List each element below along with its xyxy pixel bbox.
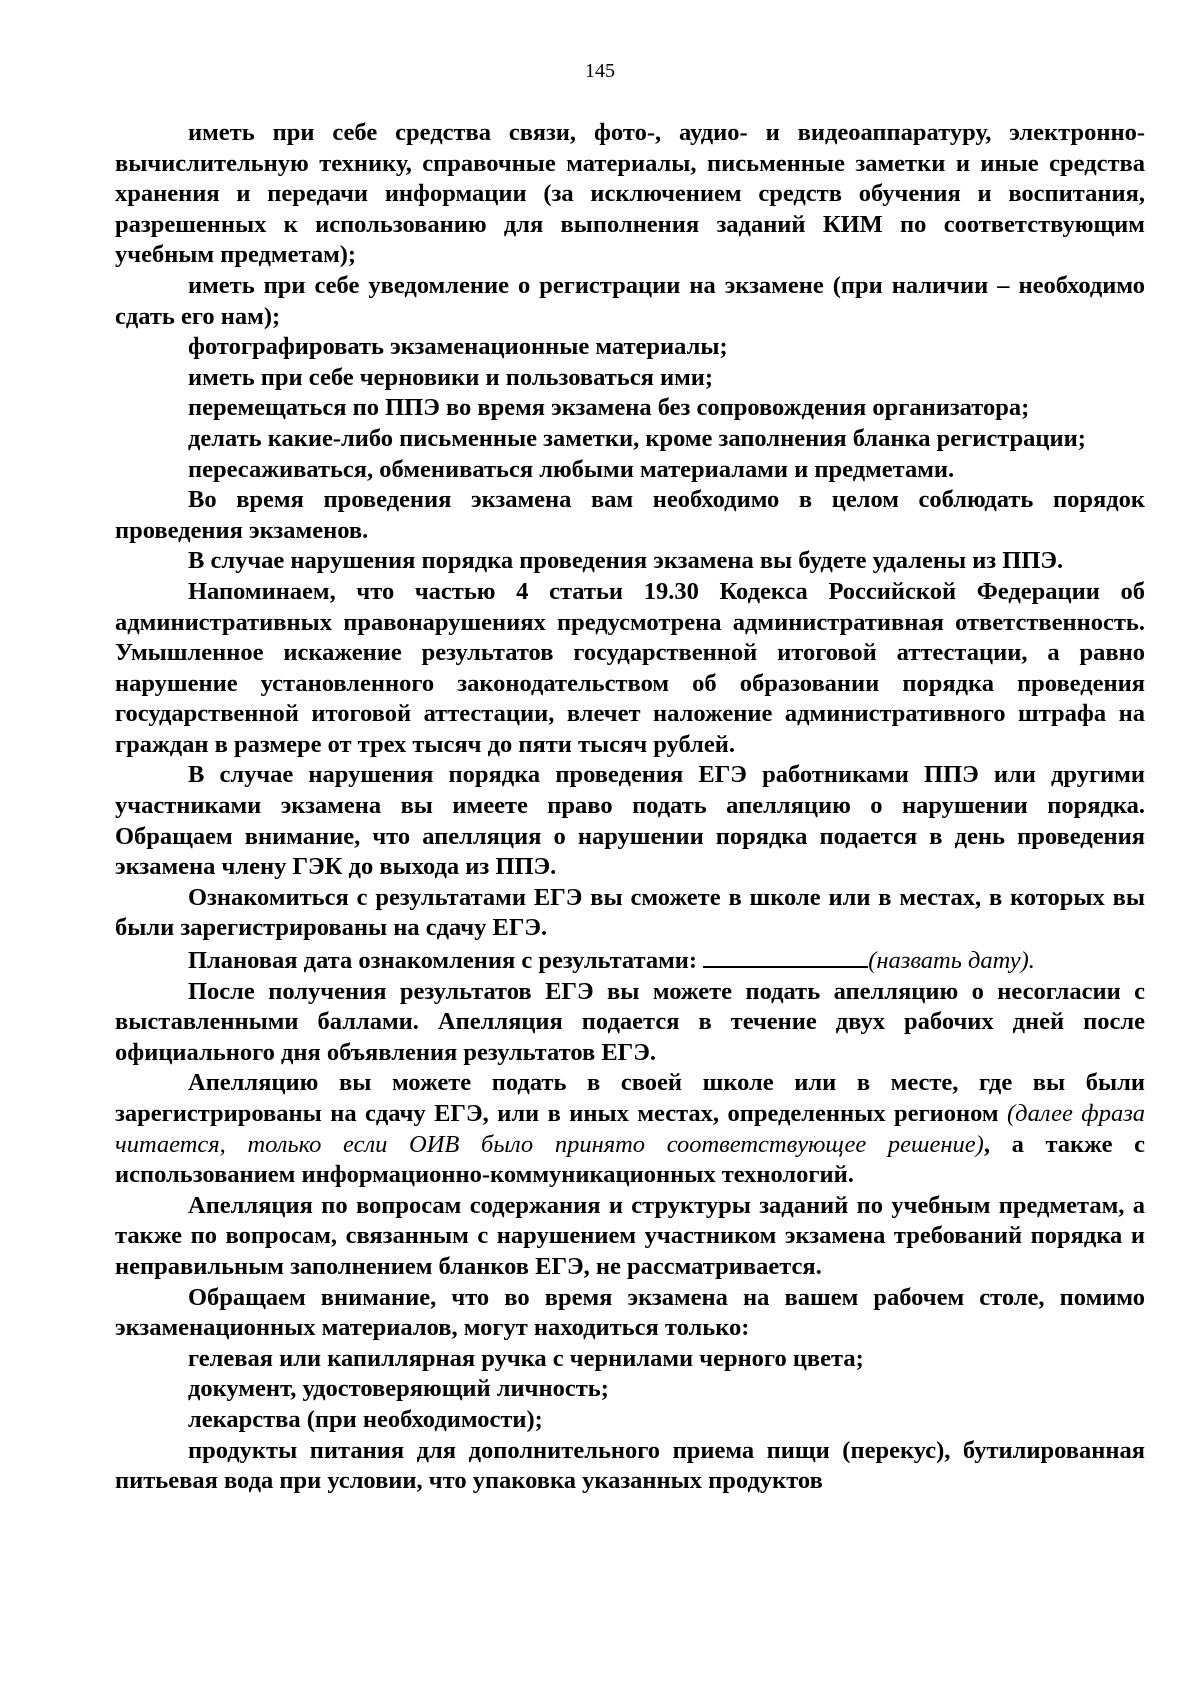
paragraph-legal-reminder: Напоминаем, что частью 4 статьи 19.30 Кодекса Российской Федерации об административных правонарушениях предусмотрена административная ответственность. Умышленное искажение результатов государственной итоговой аттестации, а равно нарушение установленного законодательством об образовании порядка проведения государственной итоговой аттестации, влечет наложение административного штрафа на граждан в размере от трех тысяч до пяти тысяч рублей. <box>115 577 1145 758</box>
results-date-label: Плановая дата ознакомления с результатами: <box>188 947 698 975</box>
paragraph-results-location: Ознакомиться с результатами ЕГЭ вы сможете в школе или в местах, в которых вы были зарегистрированы на сдачу ЕГЭ. <box>115 883 1145 942</box>
page-number: 145 <box>585 60 615 82</box>
paragraph-procedure-appeal: В случае нарушения порядка проведения ЕГЭ работниками ППЭ или другими участниками экзамена вы имеете право подать апелляцию о нарушении порядка. Обращаем внимание, что апелляция о нарушении порядка подается в день проведения экзамена члену ГЭК до выхода из ППЭ. <box>115 761 1145 881</box>
results-date-note: (назвать дату). <box>868 947 1035 975</box>
paragraph-no-swapping: пересаживаться, обмениваться любыми материалами и предметами. <box>188 455 955 483</box>
paragraph-no-photos: фотографировать экзаменационные материалы; <box>188 333 728 361</box>
appeal-places-text-a: Апелляцию вы можете подать в своей школе или в месте, где вы были зарегистрированы на сдачу ЕГЭ, или в иных местах, определенных регионом <box>115 1069 1145 1127</box>
paragraph-id-document: документ, удостоверяющий личность; <box>188 1375 609 1403</box>
paragraph-score-appeal: После получения результатов ЕГЭ вы можете подать апелляцию о несогласии с выставленными баллами. Апелляция подается в течение двух рабочих дней после официального дня объявления результатов ЕГЭ. <box>115 977 1145 1066</box>
paragraph-no-notes: делать какие-либо письменные заметки, кроме заполнения бланка регистрации; <box>188 424 1086 452</box>
paragraph-no-drafts: иметь при себе черновики и пользоваться ими; <box>188 363 714 391</box>
paragraph-medicine: лекарства (при необходимости); <box>188 1405 543 1433</box>
appeal-places-text-b: , а также с использованием информационно-коммуникационных технологий. <box>115 1130 1145 1189</box>
paragraph-food: продукты питания для дополнительного приема пищи (перекус), бутилированная питьевая вода при условии, что упаковка указанных продуктов <box>115 1436 1145 1495</box>
paragraph-pen: гелевая или капиллярная ручка с чернилами черного цвета; <box>188 1344 864 1372</box>
paragraph-desk-items: Обращаем внимание, что во время экзамена на вашем рабочем столе, помимо экзаменационных материалов, могут находиться только: <box>115 1283 1145 1342</box>
paragraph-no-moving: перемещаться по ППЭ во время экзамена без сопровождения организатора; <box>188 394 1030 422</box>
paragraph-appeal-not-considered: Апелляция по вопросам содержания и структуры заданий по учебным предметам, а также по вопросам, связанным с нарушением участником экзамена требований порядка и неправильным заполнением бланков ЕГЭ, не рассматривается. <box>115 1191 1145 1280</box>
paragraph-results-date <box>115 944 1145 977</box>
paragraph-registration-notice: иметь при себе уведомление о регистрации на экзамене (при наличии – необходимо сдать его нам); <box>115 271 1145 330</box>
document-body <box>115 118 1145 1497</box>
paragraph-follow-rules: Во время проведения экзамена вам необходимо в целом соблюдать порядок проведения экзаменов. <box>115 486 1145 544</box>
paragraph-appeal-places <box>115 1068 1145 1190</box>
paragraph-prohibited-devices: иметь при себе средства связи, фото-, аудио- и видеоаппаратуру, электронно-вычислительную технику, справочные материалы, письменные заметки и иные средства хранения и передачи информации (за исключением средств обучения и воспитания, разрешенных к использованию для выполнения заданий КИМ по соответствующим учебным предметам); <box>115 119 1145 269</box>
appeal-places-note: (далее фраза читается, только если ОИВ было принято соответствующее решение) <box>115 1100 1146 1158</box>
date-blank-line <box>703 944 868 968</box>
paragraph-removal: В случае нарушения порядка проведения экзамена вы будете удалены из ППЭ. <box>188 547 1064 575</box>
